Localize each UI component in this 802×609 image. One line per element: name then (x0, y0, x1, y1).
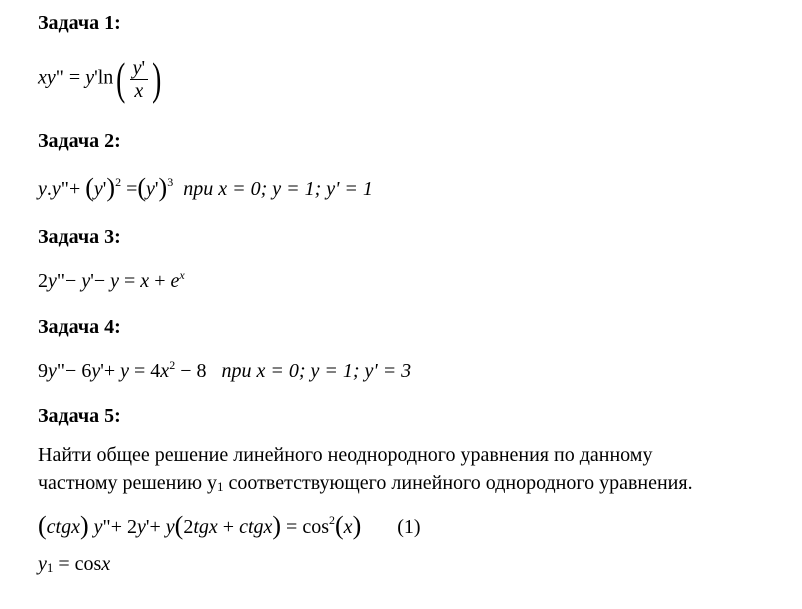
task-4-conditions: x = 0; y = 1; y' = 3 (256, 360, 412, 382)
task-5-text (38, 441, 798, 497)
task-2-condition-word: при (183, 178, 214, 200)
task-5-line-2-sub: 1 (217, 479, 224, 494)
task-2-equation: y.y"+ $(y')^2 =(y')^3$ при x = 0; y = 1; y' = 1 (38, 173, 373, 202)
task-5-equation: (ctgx) y"+ 2y'+ y(2tgx + ctgx) = $\cos^2(x)$ (1) (38, 511, 421, 540)
task-4-title: Задача 4: (38, 316, 121, 338)
task-4-equation: 9y"− $6y'+ y = 4x^2 - 8$ при x = 0; y = 1; y' = 3 (38, 358, 412, 382)
task-5-line-2-a: частному решению y (38, 472, 218, 494)
task-5-title: Задача 5: (38, 405, 121, 427)
task-2-title: Задача 2: (38, 130, 121, 152)
task-1-title: Задача 1: (38, 12, 121, 34)
equation-number: (1) (397, 516, 421, 538)
task-5-particular-solution: $y_1 = \cos x$ (38, 553, 111, 575)
task-1-equation: xy" = y'ln( $\frac{y'}{x}$ ) (38, 53, 162, 104)
task-3-title: Задача 3: (38, 226, 121, 248)
task-5-line-2 (38, 469, 798, 497)
task-3-equation: 2y"− $y'- y = x + e^x$ (38, 268, 185, 292)
task-2-conditions: x = 0; y = 1; y' = 1 (218, 178, 373, 200)
task-5-line-1: Найти общее решение линейного неоднородного уравнения по данному (38, 444, 653, 466)
task-5-line-2-b: соответствующего линейного однородного уравнения. (223, 472, 693, 494)
task-4-condition-word: при (221, 360, 252, 382)
